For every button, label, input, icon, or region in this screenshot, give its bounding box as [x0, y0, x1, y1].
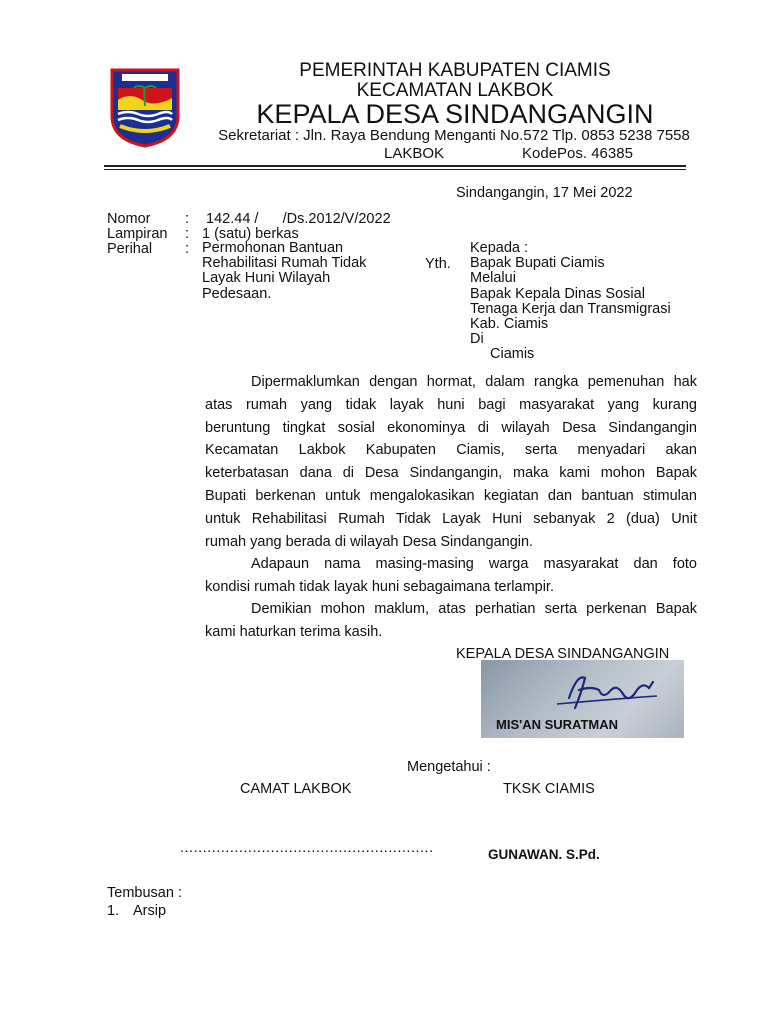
body-line: keterbatasan dana di Desa Sindangangin, maka kami mohon Bapak [205, 465, 697, 482]
body-line: Kecamatan Lakbok Kabupaten Ciamis, serta menyadari akan [205, 442, 697, 459]
cc-label: Tembusan : [107, 885, 182, 901]
recipient-line: Kepada : [470, 240, 529, 256]
letterhead-rule-thin [104, 169, 686, 170]
perihal-colon: : [185, 241, 190, 257]
recipient-line: Melalui [470, 270, 516, 287]
signatory-name: MIS'AN SURATMAN [496, 717, 619, 732]
recipient-line: Kab. Ciamis [470, 316, 549, 333]
tksk-name: GUNAWAN. S.Pd. [488, 847, 600, 862]
body-line: Dipermaklumkan dengan hormat, dalam rangka pemenuhan hak [251, 374, 697, 390]
cc-item: Arsip [133, 903, 167, 919]
letterhead-title: KEPALA DESA SINDANGANGIN [256, 99, 654, 129]
signatory-title: KEPALA DESA SINDANGANGIN [456, 646, 670, 662]
letterhead-rule-thick [104, 165, 686, 167]
letterhead-line-1: PEMERINTAH KABUPATEN CIAMIS [299, 60, 611, 81]
body-line: kami haturkan terima kasih. [205, 623, 383, 640]
acknowledge-label: Mengetahui : [407, 759, 491, 775]
body-paragraph-1 [205, 371, 697, 553]
regency-logo [108, 66, 182, 148]
recipient-address [470, 241, 671, 363]
shield-logo-icon [108, 66, 182, 148]
nomor-value: 142.44 / /Ds.2012/V/2022 [202, 211, 391, 227]
camat-title: CAMAT LAKBOK [240, 781, 352, 797]
tksk-title: TKSK CIAMIS [503, 781, 595, 797]
nomor-label: Nomor [107, 211, 151, 227]
body-line: Demikian mohon maklum, atas perhatian serta perkenan Bapak [251, 601, 697, 617]
letterhead-line-2: KECAMATAN LAKBOK [356, 80, 554, 101]
letterhead-address: Sekretariat : Jln. Raya Bendung Menganti No.572 Tlp. 0853 5238 7558 [218, 127, 690, 144]
body-line: beruntung tingkat sosial ekonominya di wilayah Desa Sindangangin [205, 419, 697, 436]
recipient-line: Bapak Kepala Dinas Sosial [470, 285, 645, 302]
body-line: Adapaun nama masing-masing warga masyarakat dan foto [251, 556, 697, 572]
perihal-value: Permohonan Bantuan Rehabilitasi Rumah Tidak Layak Huni Wilayah Pedesaan. [202, 240, 367, 302]
recipient-line: Tenaga Kerja dan Transmigrasi [470, 300, 671, 317]
body-line: Bupati berkenan untuk mengalokasikan kegiatan dan bantuan stimulan [205, 487, 697, 504]
recipient-line: Bapak Bupati Ciamis [470, 255, 605, 272]
body-paragraph-3 [205, 598, 697, 644]
yth-label: Yth. [425, 256, 451, 272]
camat-signature-line: ........................................................ [180, 840, 434, 856]
letterhead-city: LAKBOK [384, 145, 445, 162]
lampiran-label: Lampiran [107, 226, 168, 242]
cc-number: 1. [107, 903, 120, 919]
recipient-city: Ciamis [490, 346, 535, 363]
nomor-colon: : [185, 211, 190, 227]
body-line: kondisi rumah tidak layak huni sebagaimana terlampir. [205, 578, 554, 595]
perihal-label: Perihal [107, 241, 153, 257]
body-line: rumah yang berada di wilayah Desa Sindangangin. [205, 533, 534, 550]
body-paragraph-2 [205, 553, 697, 599]
letterhead-postal: KodePos. 46385 [522, 145, 633, 162]
body-line: untuk Rehabilitasi Rumah Tidak Layak Huni sebanyak 2 (dua) Unit [205, 510, 697, 527]
letter-date: Sindangangin, 17 Mei 2022 [456, 185, 633, 201]
lampiran-value: 1 (satu) berkas [202, 226, 299, 242]
recipient-line: Di [470, 331, 484, 348]
lampiran-colon: : [185, 226, 190, 242]
body-line: atas rumah yang tidak layak huni bagi masyarakat yang kurang [205, 396, 697, 413]
